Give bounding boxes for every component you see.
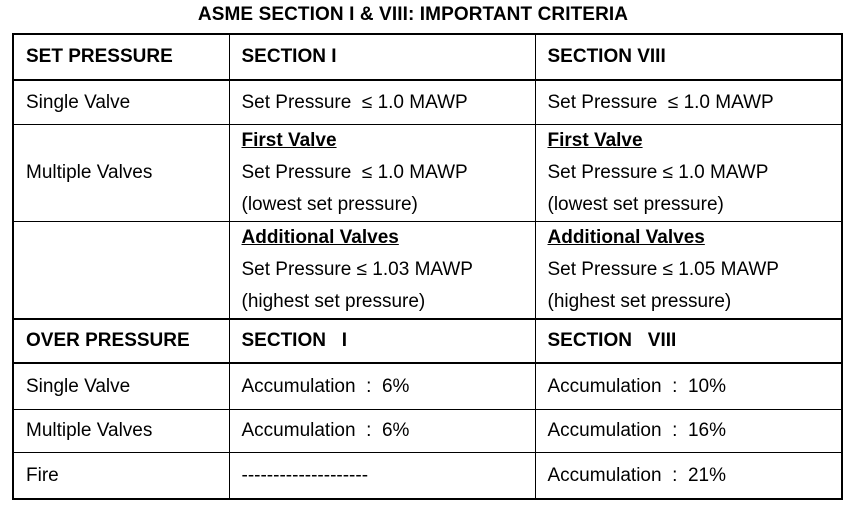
- cell-section-i: --------------------: [229, 453, 535, 500]
- cell-line: (highest set pressure): [241, 291, 426, 312]
- table-title: ASME SECTION I & VIII: IMPORTANT CRITERIA: [197, 4, 629, 25]
- table-row-multiple-valves-first: [13, 125, 842, 222]
- table-row-single-valve: [13, 80, 842, 125]
- cell-section-i: Accumulation : 6%: [229, 363, 535, 410]
- table-row-op-multiple-valves: [13, 410, 842, 453]
- row-label: Single Valve: [13, 80, 229, 125]
- row-label: Multiple Valves: [13, 125, 229, 222]
- header-cell-over-pressure: OVER PRESSURE: [13, 319, 229, 363]
- cell-section-i: [229, 125, 535, 222]
- row-label-empty: [13, 222, 229, 320]
- row-label: Multiple Valves: [13, 410, 229, 453]
- first-valve-heading: First Valve: [241, 130, 337, 151]
- cell-section-viii: Set Pressure ≤ 1.0 MAWP: [535, 80, 842, 125]
- cell-section-i: [229, 222, 535, 320]
- table-row-op-fire: [13, 453, 842, 500]
- cell-section-viii: Accumulation : 16%: [535, 410, 842, 453]
- row-label: Single Valve: [13, 363, 229, 410]
- cell-section-viii: Accumulation : 21%: [535, 453, 842, 500]
- additional-valves-heading: Additional Valves: [241, 227, 399, 248]
- cell-section-viii: Accumulation : 10%: [535, 363, 842, 410]
- header-cell-section-viii: SECTION VIII: [535, 34, 842, 80]
- set-pressure-header-row: [13, 34, 842, 80]
- cell-line: Set Pressure ≤ 1.0 MAWP: [241, 162, 468, 183]
- additional-valves-heading: Additional Valves: [547, 227, 705, 248]
- criteria-table: [12, 33, 843, 500]
- over-pressure-header-row: [13, 319, 842, 363]
- cell-line: Set Pressure ≤ 1.0 MAWP: [547, 162, 769, 183]
- cell-line: Set Pressure ≤ 1.03 MAWP: [241, 259, 473, 280]
- first-valve-heading: First Valve: [547, 130, 643, 151]
- row-label: Fire: [13, 453, 229, 500]
- cell-line: (lowest set pressure): [547, 194, 724, 215]
- cell-section-i: Set Pressure ≤ 1.0 MAWP: [229, 80, 535, 125]
- cell-section-viii: [535, 222, 842, 320]
- header-cell-set-pressure: SET PRESSURE: [13, 34, 229, 80]
- cell-section-viii: [535, 125, 842, 222]
- header-cell-section-i: SECTION I: [229, 34, 535, 80]
- header-cell-section-viii: SECTION VIII: [535, 319, 842, 363]
- table-row-op-single-valve: [13, 363, 842, 410]
- cell-line: Set Pressure ≤ 1.05 MAWP: [547, 259, 779, 280]
- cell-line: (lowest set pressure): [241, 194, 418, 215]
- table-row-multiple-valves-additional: [13, 222, 842, 320]
- cell-section-i: Accumulation : 6%: [229, 410, 535, 453]
- header-cell-section-i: SECTION I: [229, 319, 535, 363]
- cell-line: (highest set pressure): [547, 291, 732, 312]
